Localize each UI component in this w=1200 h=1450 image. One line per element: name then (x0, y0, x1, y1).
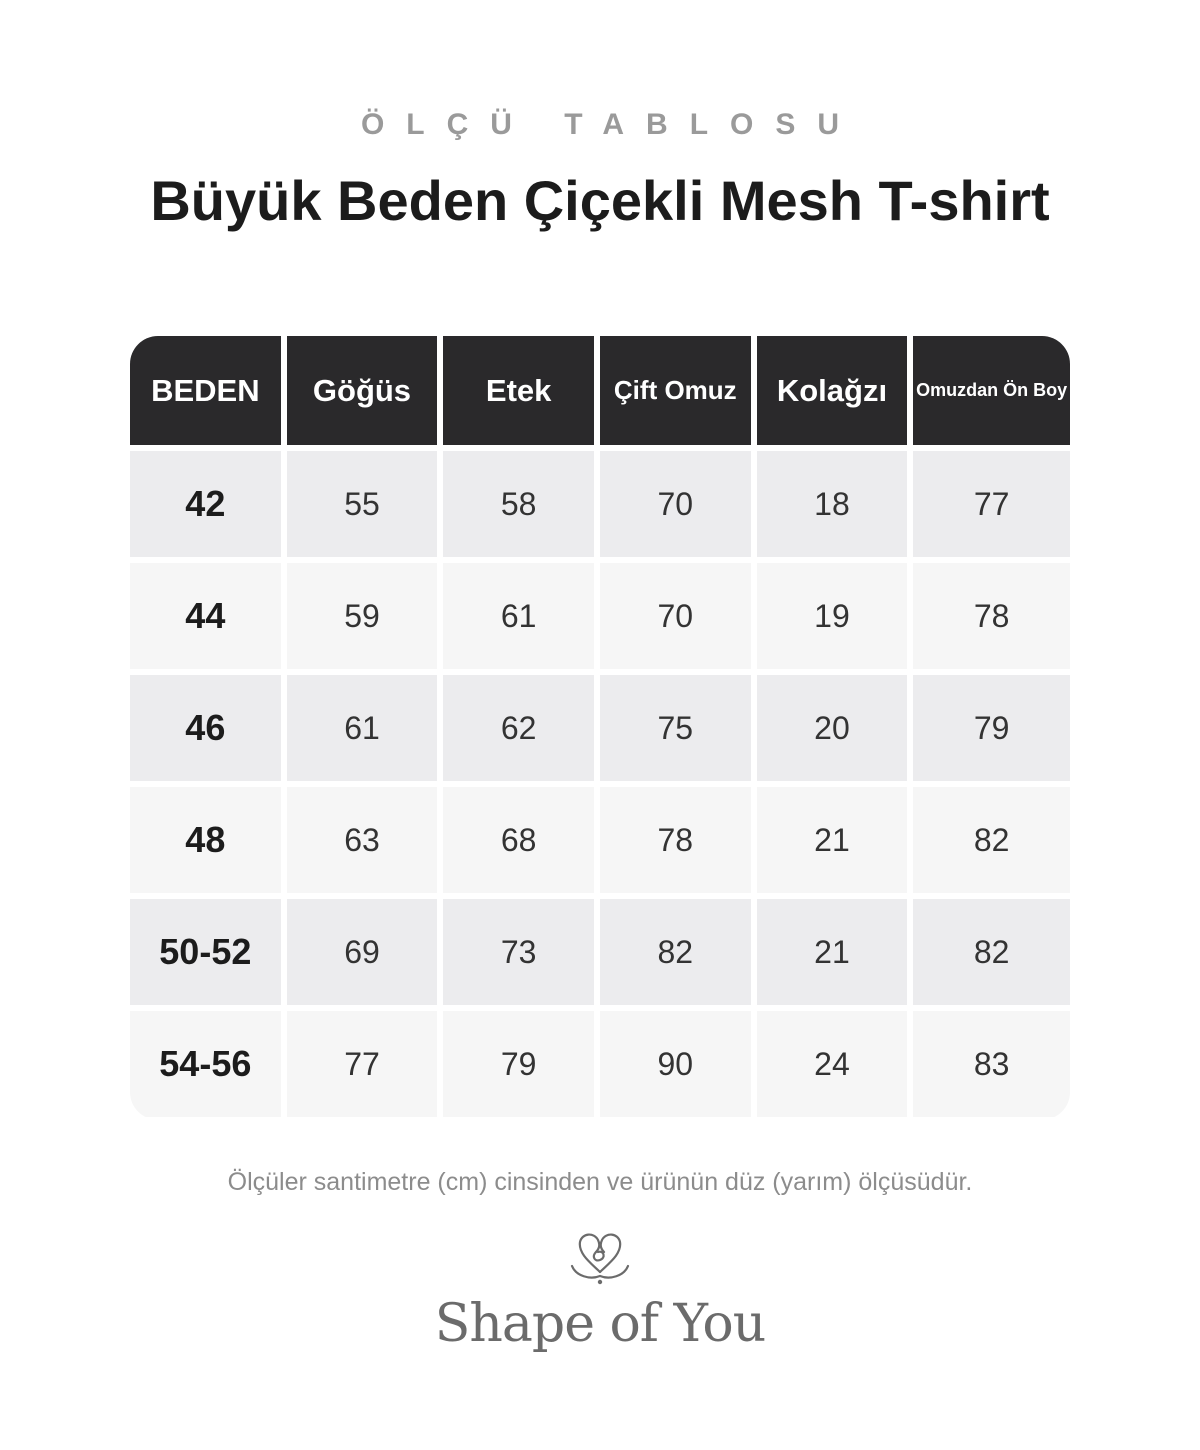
table-cell: 18 (757, 451, 914, 563)
size-cell: 46 (130, 675, 287, 787)
size-cell: 50-52 (130, 899, 287, 1011)
table-cell: 78 (913, 563, 1070, 675)
column-header-gogus: Göğüs (287, 336, 444, 451)
size-table-container (130, 336, 1070, 1120)
table-cell: 61 (443, 563, 600, 675)
table-row (130, 1011, 1070, 1117)
table-cell: 58 (443, 451, 600, 563)
size-table (130, 336, 1070, 1117)
column-header-omuzdan-on-boy: Omuzdan Ön Boy (913, 336, 1070, 451)
table-cell: 79 (913, 675, 1070, 787)
table-cell: 90 (600, 1011, 757, 1117)
table-cell: 55 (287, 451, 444, 563)
table-row (130, 563, 1070, 675)
table-cell: 20 (757, 675, 914, 787)
table-cell: 77 (913, 451, 1070, 563)
size-cell: 48 (130, 787, 287, 899)
table-cell: 21 (757, 899, 914, 1011)
table-cell: 62 (443, 675, 600, 787)
page-title: Büyük Beden Çiçekli Mesh T-shirt (150, 169, 1050, 232)
column-header-kolagzi: Kolağzı (757, 336, 914, 451)
brand-logo-text: Shape of You (434, 1294, 766, 1354)
table-cell: 82 (913, 787, 1070, 899)
table-cell: 24 (757, 1011, 914, 1117)
table-cell: 68 (443, 787, 600, 899)
table-cell: 59 (287, 563, 444, 675)
table-cell: 83 (913, 1011, 1070, 1117)
table-cell: 79 (443, 1011, 600, 1117)
table-cell: 75 (600, 675, 757, 787)
size-cell: 44 (130, 563, 287, 675)
table-row (130, 675, 1070, 787)
table-cell: 69 (287, 899, 444, 1011)
column-header-etek: Etek (443, 336, 600, 451)
table-row (130, 451, 1070, 563)
table-cell: 21 (757, 787, 914, 899)
table-cell: 78 (600, 787, 757, 899)
size-cell: 54-56 (130, 1011, 287, 1117)
column-header-cift-omuz: Çift Omuz (600, 336, 757, 451)
table-cell: 61 (287, 675, 444, 787)
table-cell: 19 (757, 563, 914, 675)
table-cell: 63 (287, 787, 444, 899)
size-cell: 42 (130, 451, 287, 563)
heart-swirl-logo-icon (566, 1228, 634, 1288)
chart-eyebrow: ÖLÇÜ TABLOSU (360, 108, 862, 141)
table-cell: 70 (600, 563, 757, 675)
measurement-note: Ölçüler santimetre (cm) cinsinden ve ürünün düz (yarım) ölçüsüdür. (227, 1168, 973, 1196)
table-row (130, 899, 1070, 1011)
table-cell: 82 (600, 899, 757, 1011)
table-cell: 77 (287, 1011, 444, 1117)
table-header-row (130, 336, 1070, 451)
column-header-beden: BEDEN (130, 336, 287, 451)
table-cell: 73 (443, 899, 600, 1011)
table-cell: 82 (913, 899, 1070, 1011)
table-row (130, 787, 1070, 899)
table-cell: 70 (600, 451, 757, 563)
